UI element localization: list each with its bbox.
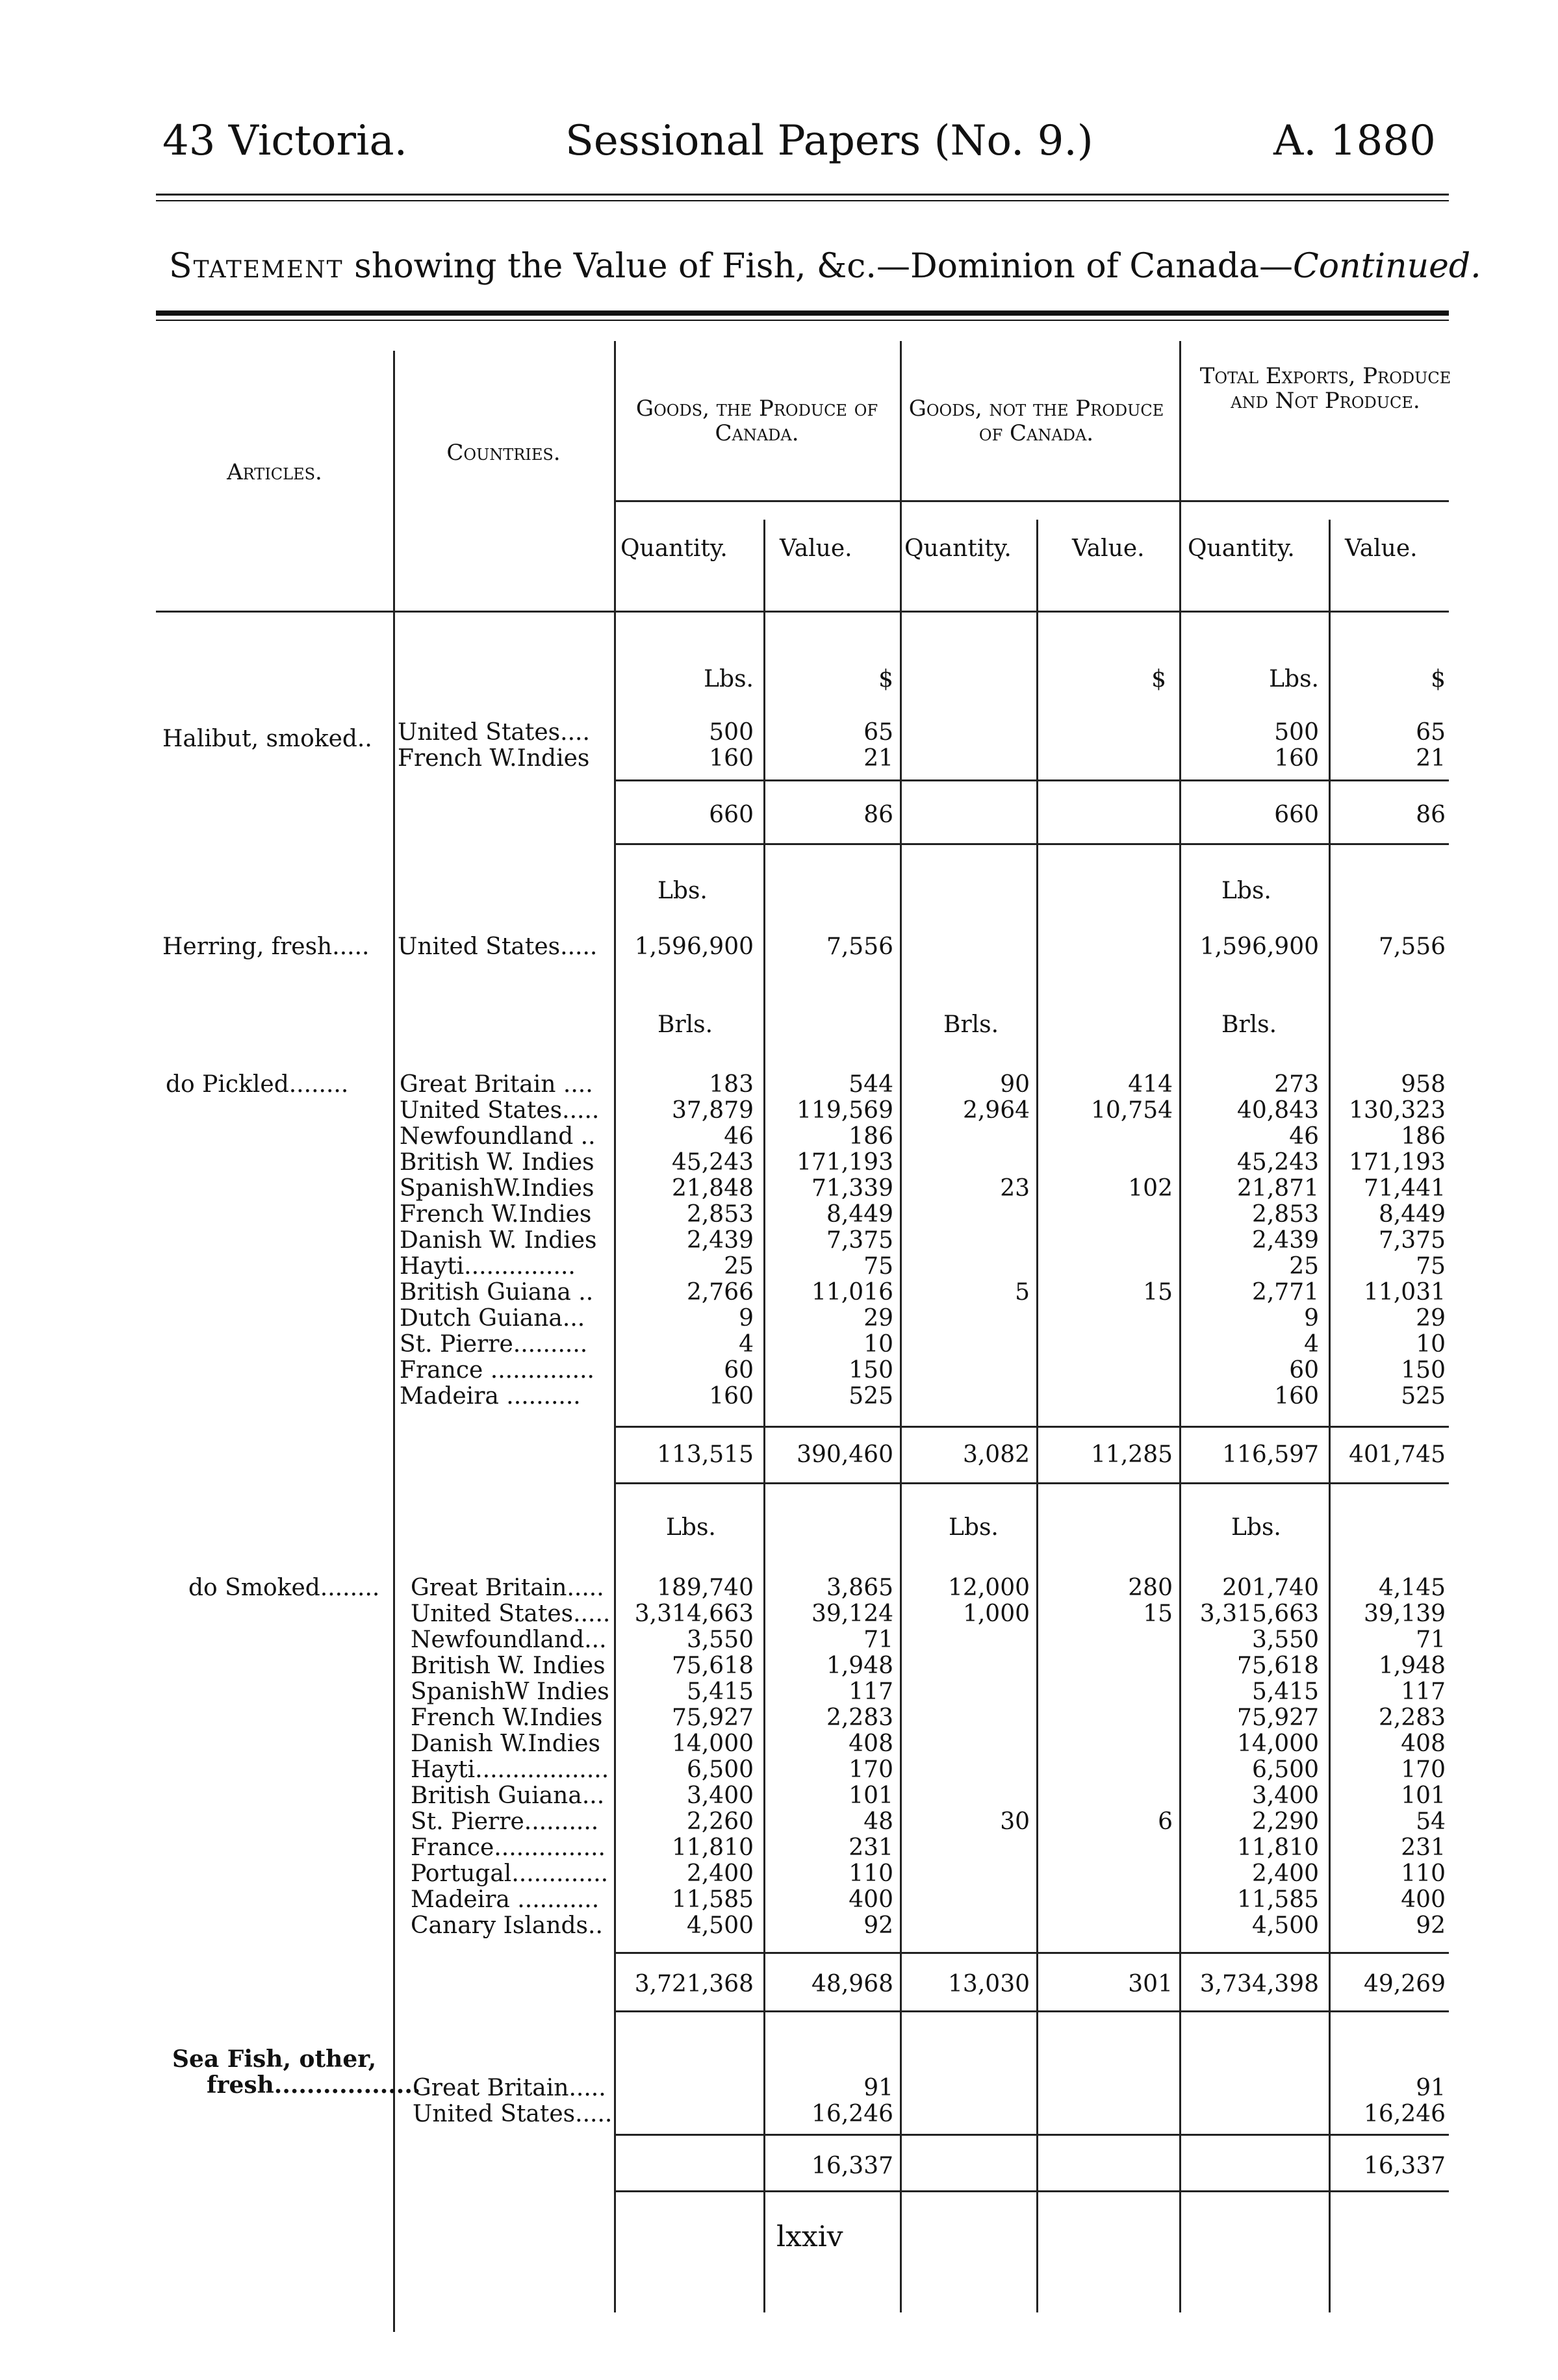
subtotal-rule: [614, 779, 1449, 781]
table-row-country: St. Pierre..........: [400, 1331, 588, 1358]
table-cell-v1: 119,569: [797, 1097, 893, 1124]
table-cell-v1: 10: [863, 1331, 893, 1358]
table-cell-q1: 4: [739, 1331, 754, 1358]
table-row-country: Great Britain ....: [400, 1071, 593, 1098]
table-cell-v3: 65: [1416, 719, 1446, 746]
table-cell-v3: 39,139: [1364, 1601, 1446, 1627]
page-header-year: A. 1880: [1273, 117, 1436, 165]
table-row-country: Hayti...............: [400, 1253, 576, 1280]
table-cell-q3: 3,315,663: [1199, 1601, 1319, 1627]
table-cell-v1: 7,375: [826, 1227, 893, 1254]
table-cell-q3: 273: [1274, 1071, 1319, 1098]
total-v3: 401,745: [1349, 1441, 1446, 1468]
table-cell-q1: 14,000: [672, 1730, 754, 1757]
table-cell-q3: 4,500: [1251, 1912, 1319, 1939]
table-row-country: France ..............: [400, 1357, 594, 1384]
table-cell-q1: 160: [709, 745, 754, 772]
table-cell-v1: 117: [849, 1678, 893, 1705]
table-row-country: Hayti..................: [411, 1756, 609, 1783]
table-row-country: French W.Indies: [411, 1704, 603, 1731]
table-cell-v1: 71,339: [811, 1175, 893, 1202]
table-cell-q3: 21,871: [1237, 1175, 1319, 1202]
header-group-rule: [614, 500, 1449, 502]
table-cell-v2: 280: [1128, 1575, 1173, 1601]
table-cell-q2: 5: [1015, 1279, 1030, 1306]
table-cell-q1: 6,500: [686, 1756, 754, 1783]
article-label: Halibut, smoked..: [162, 726, 372, 752]
table-row-country: Danish W.Indies: [411, 1730, 601, 1757]
total-v1: 48,968: [811, 1971, 893, 1997]
table-row-country: Newfoundland ..: [400, 1123, 596, 1150]
table-cell-v1: 29: [863, 1305, 893, 1332]
table-cell-q3: 60: [1289, 1357, 1319, 1384]
table-cell-v2: 414: [1128, 1071, 1173, 1098]
table-cell-v1: 544: [849, 1071, 893, 1098]
table-cell-q1: 2,766: [686, 1279, 754, 1306]
table-cell-q2: 2,964: [962, 1097, 1030, 1124]
table-cell-q2: 1,000: [962, 1601, 1030, 1627]
table-cell-q3: 2,439: [1251, 1227, 1319, 1254]
table-cell-q3: 1,596,900: [1199, 933, 1319, 960]
table-cell-v1: 21: [863, 745, 893, 772]
total-v2: 11,285: [1091, 1441, 1173, 1468]
unit-q3: Lbs.: [1231, 1514, 1281, 1541]
total-v3: 16,337: [1364, 2153, 1446, 2179]
unit-q3: Brls.: [1221, 1011, 1277, 1038]
header-quantity-1: Quantity.: [620, 535, 728, 562]
unit-v3: $: [1431, 666, 1446, 692]
table-cell-v3: 150: [1401, 1357, 1446, 1384]
total-q1: 113,515: [657, 1441, 754, 1468]
table-row-country: SpanishW Indies: [411, 1678, 609, 1705]
total-rule: [614, 1482, 1449, 1484]
table-cell-v3: 21: [1416, 745, 1446, 772]
table-cell-v1: 1,948: [826, 1652, 893, 1679]
total-q3: 3,734,398: [1199, 1971, 1319, 1997]
table-cell-v3: 400: [1401, 1886, 1446, 1913]
table-row-country: United States.....: [413, 2101, 613, 2127]
table-cell-q1: 2,853: [686, 1201, 754, 1228]
table-row-country: France...............: [411, 1834, 606, 1861]
table-cell-v3: 75: [1416, 1253, 1446, 1280]
table-cell-q1: 5,415: [686, 1678, 754, 1705]
table-cell-q1: 1,596,900: [634, 933, 754, 960]
article-label: do Pickled........: [166, 1071, 349, 1098]
table-cell-q1: 4,500: [686, 1912, 754, 1939]
table-cell-q3: 11,585: [1237, 1886, 1319, 1913]
table-cell-v3: 71,441: [1364, 1175, 1446, 1202]
table-cell-q1: 9: [739, 1305, 754, 1332]
table-cell-v3: 7,375: [1378, 1227, 1446, 1254]
table-cell-v1: 8,449: [826, 1201, 893, 1228]
article-label-line1: Sea Fish, other,: [172, 2045, 377, 2073]
table-cell-v3: 170: [1401, 1756, 1446, 1783]
header-group-not-produce: Goods, not the Produce of Canada.: [908, 396, 1164, 446]
unit-v2: $: [1151, 666, 1166, 692]
header-quantity-2: Quantity.: [904, 535, 1012, 562]
table-cell-q1: 75,618: [672, 1652, 754, 1679]
total-v1: 390,460: [797, 1441, 893, 1468]
table-cell-q1: 11,810: [672, 1834, 754, 1861]
unit-q1: Brls.: [658, 1011, 713, 1038]
table-cell-v3: 92: [1416, 1912, 1446, 1939]
table-row-country: British W. Indies: [400, 1149, 594, 1176]
table-cell-q3: 160: [1274, 745, 1319, 772]
header-value-2: Value.: [1072, 535, 1145, 562]
table-row-country: British W. Indies: [411, 1652, 606, 1679]
table-cell-v2: 6: [1158, 1808, 1173, 1835]
total-q1: 660: [709, 802, 754, 828]
header-value-1: Value.: [780, 535, 852, 562]
table-cell-q1: 25: [724, 1253, 754, 1280]
total-v3: 86: [1416, 802, 1446, 828]
table-cell-v1: 186: [849, 1123, 893, 1150]
table-row-country: Dutch Guiana...: [400, 1305, 585, 1332]
table-row-country: Newfoundland...: [411, 1627, 607, 1653]
table-cell-q1: 60: [724, 1357, 754, 1384]
total-q3: 660: [1274, 802, 1319, 828]
table-cell-q3: 46: [1289, 1123, 1319, 1150]
table-cell-v1: 71: [863, 1627, 893, 1653]
statement-title: [169, 247, 1481, 286]
table-cell-v3: 91: [1416, 2075, 1446, 2101]
table-cell-v1: 408: [849, 1730, 893, 1757]
table-cell-v1: 525: [849, 1383, 893, 1410]
table-row-country: Madeira ...........: [411, 1886, 600, 1913]
table-row-country: British Guiana ..: [400, 1279, 594, 1306]
header-rule-top: [156, 194, 1449, 196]
page-header-papers: Sessional Papers (No. 9.): [565, 117, 1093, 165]
table-cell-v3: 10: [1416, 1331, 1446, 1358]
table-cell-q3: 25: [1289, 1253, 1319, 1280]
unit-q1: Lbs.: [704, 666, 754, 692]
title-rule-thin: [156, 320, 1449, 321]
table-cell-q1: 11,585: [672, 1886, 754, 1913]
table-cell-v3: 4,145: [1378, 1575, 1446, 1601]
table-cell-q1: 75,927: [672, 1704, 754, 1731]
table-cell-v3: 408: [1401, 1730, 1446, 1757]
total-rule: [614, 2190, 1449, 2192]
table-cell-q3: 2,853: [1251, 1201, 1319, 1228]
table-cell-q1: 2,400: [686, 1860, 754, 1887]
article-label-line2: fresh..................: [207, 2071, 421, 2099]
table-row-country: United States.....: [411, 1601, 611, 1627]
table-cell-q3: 6,500: [1251, 1756, 1319, 1783]
unit-q2: Lbs.: [949, 1514, 999, 1541]
table-cell-v1: 91: [863, 2075, 893, 2101]
table-cell-v3: 110: [1401, 1860, 1446, 1887]
table-cell-v3: 7,556: [1378, 933, 1446, 960]
unit-q3: Lbs.: [1221, 878, 1271, 904]
table-row-country: British Guiana...: [411, 1782, 605, 1809]
table-cell-q2: 30: [1000, 1808, 1030, 1835]
table-cell-q3: 75,618: [1237, 1652, 1319, 1679]
table-cell-v1: 150: [849, 1357, 893, 1384]
table-cell-q1: 37,879: [672, 1097, 754, 1124]
table-cell-q1: 2,260: [686, 1808, 754, 1835]
table-cell-q3: 500: [1274, 719, 1319, 746]
table-cell-v1: 171,193: [797, 1149, 893, 1176]
total-v2: 301: [1128, 1971, 1173, 1997]
statement-title-body: showing the Value of Fish, &c.—Dominion of Canada—: [343, 247, 1293, 286]
table-cell-v3: 231: [1401, 1834, 1446, 1861]
unit-v1: $: [878, 666, 893, 692]
total-v3: 49,269: [1364, 1971, 1446, 1997]
table-cell-v1: 16,246: [811, 2101, 893, 2127]
table-cell-q3: 11,810: [1237, 1834, 1319, 1861]
table-cell-v3: 101: [1401, 1782, 1446, 1809]
table-cell-q3: 2,400: [1251, 1860, 1319, 1887]
table-cell-v1: 75: [863, 1253, 893, 1280]
table-row-country: SpanishW.Indies: [400, 1175, 594, 1202]
article-label: do Smoked........: [188, 1575, 380, 1601]
table-cell-q1: 45,243: [672, 1149, 754, 1176]
table-cell-v3: 29: [1416, 1305, 1446, 1332]
table-row-country: Portugal.............: [411, 1860, 609, 1887]
page-header-session: 43 Victoria.: [162, 117, 407, 165]
page-number: lxxiv: [776, 2220, 843, 2253]
total-v1: 16,337: [811, 2153, 893, 2179]
table-row-country: St. Pierre..........: [411, 1808, 599, 1835]
table-cell-v3: 71: [1416, 1627, 1446, 1653]
table-cell-v3: 171,193: [1349, 1149, 1446, 1176]
table-cell-v1: 231: [849, 1834, 893, 1861]
table-cell-v2: 10,754: [1091, 1097, 1173, 1124]
table-cell-q3: 40,843: [1237, 1097, 1319, 1124]
total-rule: [614, 2010, 1449, 2012]
table-cell-q3: 160: [1274, 1383, 1319, 1410]
table-cell-v2: 102: [1128, 1175, 1173, 1202]
rule-q1: [763, 520, 765, 2312]
table-cell-v3: 958: [1401, 1071, 1446, 1098]
table-cell-v3: 54: [1416, 1808, 1446, 1835]
table-cell-q2: 90: [1000, 1071, 1030, 1098]
article-label: Herring, fresh.....: [162, 933, 370, 960]
table-cell-q3: 5,415: [1251, 1678, 1319, 1705]
header-quantity-3: Quantity.: [1188, 535, 1295, 562]
table-cell-q1: 183: [709, 1071, 754, 1098]
table-cell-v1: 2,283: [826, 1704, 893, 1731]
subtotal-rule: [614, 1952, 1449, 1954]
table-cell-v1: 110: [849, 1860, 893, 1887]
table-cell-q3: 75,927: [1237, 1704, 1319, 1731]
table-cell-v1: 65: [863, 719, 893, 746]
table-cell-q2: 23: [1000, 1175, 1030, 1202]
title-rule-thick: [156, 310, 1449, 316]
table-cell-q1: 21,848: [672, 1175, 754, 1202]
table-cell-q1: 3,550: [686, 1627, 754, 1653]
table-cell-q3: 14,000: [1237, 1730, 1319, 1757]
rule-articles: [393, 351, 395, 2332]
table-cell-v3: 16,246: [1364, 2101, 1446, 2127]
table-cell-v1: 7,556: [826, 933, 893, 960]
statement-title-continued: Continued.: [1293, 247, 1481, 286]
table-cell-v2: 15: [1143, 1601, 1173, 1627]
total-v1: 86: [863, 802, 893, 828]
table-cell-v1: 92: [863, 1912, 893, 1939]
table-cell-v3: 117: [1401, 1678, 1446, 1705]
statement-title-prefix: Statement: [169, 247, 344, 286]
table-row-country: French W.Indies: [400, 1201, 592, 1228]
total-rule: [614, 843, 1449, 845]
unit-q2: Brls.: [943, 1011, 999, 1038]
total-q1: 3,721,368: [634, 1971, 754, 1997]
table-cell-q1: 3,314,663: [634, 1601, 754, 1627]
table-cell-q1: 2,439: [686, 1227, 754, 1254]
unit-q1: Lbs.: [658, 878, 708, 904]
header-bottom-rule: [156, 611, 1449, 613]
table-row-country: United States.....: [398, 933, 598, 960]
table-row-country: Danish W. Indies: [400, 1227, 597, 1254]
rule-q2: [1036, 520, 1038, 2312]
table-cell-q3: 4: [1304, 1331, 1319, 1358]
rule-v1: [900, 341, 902, 2312]
header-group-produce: Goods, the Produce of Canada.: [635, 396, 878, 446]
table-cell-q2: 12,000: [948, 1575, 1030, 1601]
table-cell-q3: 9: [1304, 1305, 1319, 1332]
table-row-country: French W.Indies: [398, 745, 590, 772]
header-rule-bottom: [156, 200, 1449, 201]
table-cell-v1: 11,016: [811, 1279, 893, 1306]
table-cell-q1: 160: [709, 1383, 754, 1410]
table-cell-v1: 400: [849, 1886, 893, 1913]
table-row-country: Madeira ..........: [400, 1383, 581, 1410]
table-cell-v1: 39,124: [811, 1601, 893, 1627]
table-cell-q3: 201,740: [1222, 1575, 1319, 1601]
table-cell-q1: 46: [724, 1123, 754, 1150]
table-cell-v1: 3,865: [826, 1575, 893, 1601]
table-row-country: United States.....: [400, 1097, 600, 1124]
subtotal-rule: [614, 1426, 1449, 1428]
table-cell-q1: 189,740: [657, 1575, 754, 1601]
table-cell-v3: 2,283: [1378, 1704, 1446, 1731]
header-countries: Countries.: [446, 440, 561, 466]
table-cell-q3: 2,771: [1251, 1279, 1319, 1306]
table-cell-v1: 101: [849, 1782, 893, 1809]
table-cell-q3: 3,550: [1251, 1627, 1319, 1653]
table-cell-v1: 48: [863, 1808, 893, 1835]
subtotal-rule: [614, 2134, 1449, 2136]
table-cell-q3: 2,290: [1251, 1808, 1319, 1835]
total-q2: 13,030: [948, 1971, 1030, 1997]
total-q3: 116,597: [1222, 1441, 1319, 1468]
unit-q1: Lbs.: [666, 1514, 716, 1541]
table-row-country: Great Britain.....: [411, 1575, 604, 1601]
table-cell-q3: 45,243: [1237, 1149, 1319, 1176]
table-cell-v3: 186: [1401, 1123, 1446, 1150]
rule-q3: [1329, 520, 1331, 2312]
table-cell-q1: 500: [709, 719, 754, 746]
table-cell-q3: 3,400: [1251, 1782, 1319, 1809]
table-cell-v3: 525: [1401, 1383, 1446, 1410]
table-cell-v1: 170: [849, 1756, 893, 1783]
table-cell-v2: 15: [1143, 1279, 1173, 1306]
unit-q3: Lbs.: [1269, 666, 1319, 692]
table-row-country: Great Britain.....: [413, 2075, 606, 2101]
table-row-country: Canary Islands..: [411, 1912, 603, 1939]
table-cell-v3: 8,449: [1378, 1201, 1446, 1228]
table-cell-v3: 1,948: [1378, 1652, 1446, 1679]
total-q2: 3,082: [962, 1441, 1030, 1468]
header-value-3: Value.: [1345, 535, 1418, 562]
table-cell-v3: 130,323: [1349, 1097, 1446, 1124]
header-group-total: Total Exports, Produce and Not Produce.: [1199, 363, 1451, 414]
header-articles: Articles.: [227, 459, 322, 485]
table-cell-q1: 3,400: [686, 1782, 754, 1809]
table-cell-v3: 11,031: [1364, 1279, 1446, 1306]
table-row-country: United States....: [398, 719, 590, 746]
